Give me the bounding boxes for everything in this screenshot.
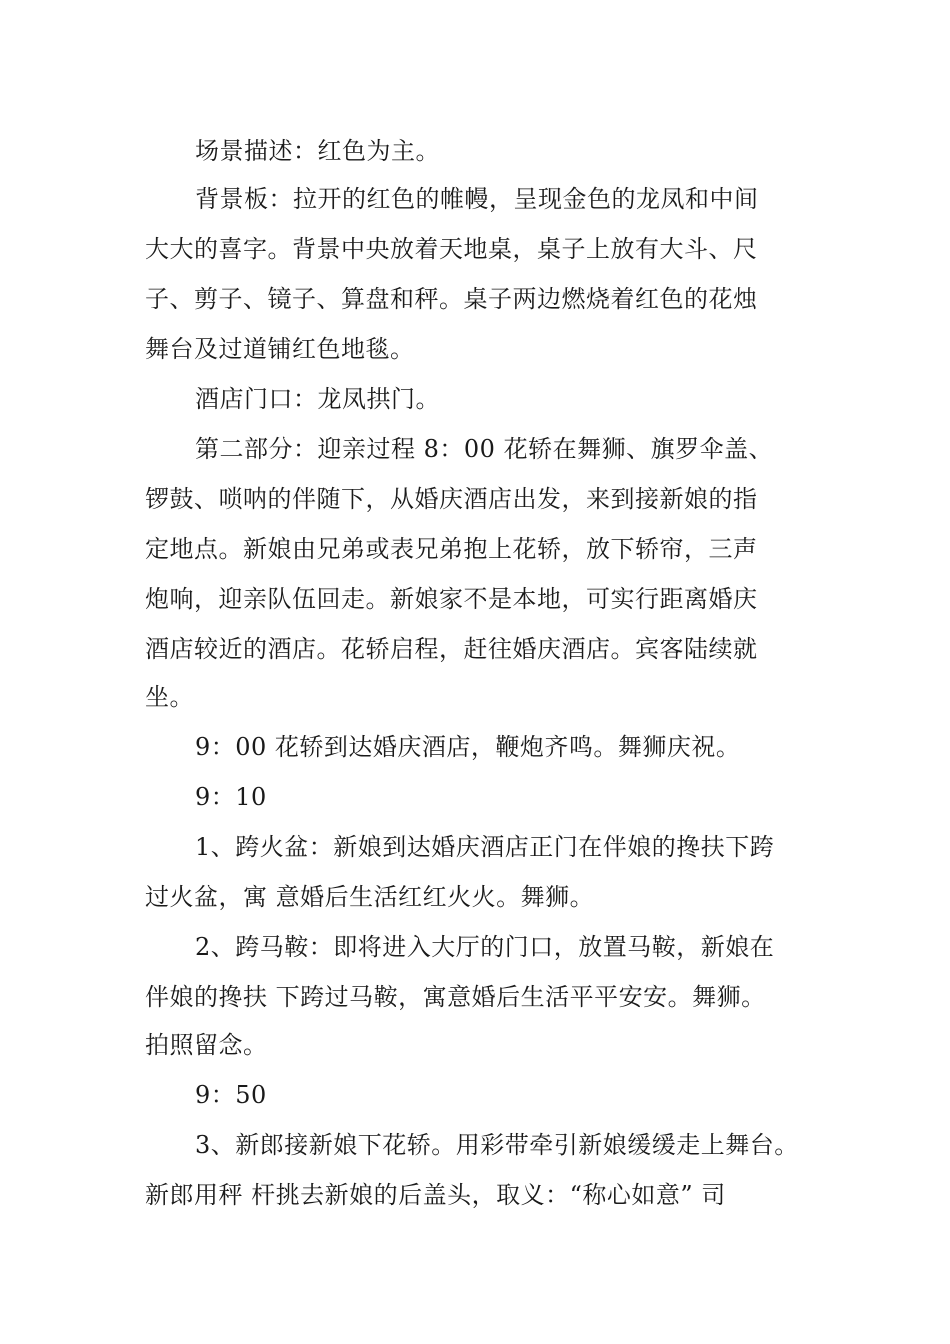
text-line: 锣鼓、唢呐的伴随下，从婚庆酒店出发，来到接新娘的指 [145, 485, 758, 513]
text-line: 舞台及过道铺红色地毯。 [145, 335, 415, 363]
text-line: 3、新郎接新娘下花轿。用彩带牵引新娘缓缓走上舞台。 [195, 1131, 799, 1159]
text-line: 背景板：拉开的红色的帷幔，呈现金色的龙凤和中间 [195, 185, 759, 213]
text-line: 拍照留念。 [145, 1031, 268, 1059]
text-line: 子、剪子、镜子、算盘和秤。桌子两边燃烧着红色的花烛 [145, 285, 758, 313]
text-line: 伴娘的搀扶 下跨过马鞍，寓意婚后生活平平安安。舞狮。 [145, 983, 766, 1011]
text-line: 酒店较近的酒店。花轿启程，赶往婚庆酒店。宾客陆续就 [145, 635, 758, 663]
text-line: 2、跨马鞍：即将进入大厅的门口，放置马鞍，新娘在 [195, 933, 775, 961]
text-line: 1、跨火盆：新娘到达婚庆酒店正门在伴娘的搀扶下跨 [195, 833, 775, 861]
text-line: 场景描述：红色为主。 [195, 137, 440, 165]
text-line: 第二部分：迎亲过程 8：00 花轿在舞狮、旗罗伞盖、 [195, 435, 774, 463]
text-line: 坐。 [145, 683, 194, 711]
text-line: 炮响，迎亲队伍回走。新娘家不是本地，可实行距离婚庆 [145, 585, 758, 613]
text-line: 大大的喜字。背景中央放着天地桌，桌子上放有大斗、尺 [145, 235, 758, 263]
text-line: 定地点。新娘由兄弟或表兄弟抱上花轿，放下轿帘，三声 [145, 535, 758, 563]
text-line: 9：10 [195, 783, 267, 811]
text-line: 酒店门口：龙凤拱门。 [195, 385, 440, 413]
text-line: 新郎用秤 杆挑去新娘的后盖头，取义：“称心如意” 司 [145, 1181, 726, 1209]
text-line: 过火盆，寓 意婚后生活红红火火。舞狮。 [145, 883, 595, 911]
text-line: 9：50 [195, 1081, 267, 1109]
text-line: 9：00 花轿到达婚庆酒店，鞭炮齐鸣。舞狮庆祝。 [195, 733, 741, 761]
